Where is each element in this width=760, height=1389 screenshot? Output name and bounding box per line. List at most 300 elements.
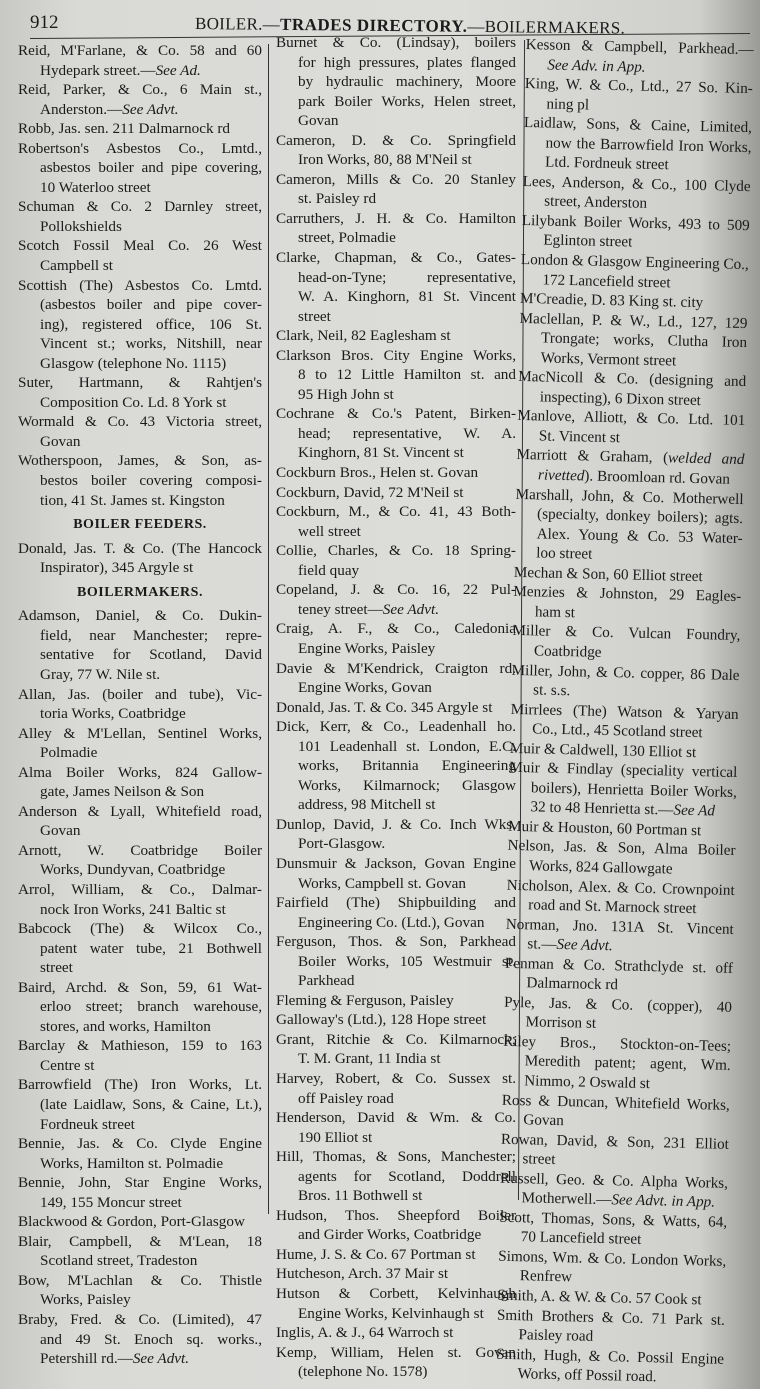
entry-first-line: Arnott, W. Coatbridge Boiler [18,841,262,859]
directory-entry [510,699,739,743]
entry-continuation-line: loo street [536,544,593,563]
entry-continuation-line: Works, 824 Gallowgate [528,857,673,878]
entry-continuation-line: nock Iron Works, 241 Baltic st [40,900,226,918]
directory-entry [18,978,262,1037]
entry-first-line: Cockburn Bros., Helen st. Govan [276,464,479,482]
entry-first-line: Cochrane & Co.'s Patent, Birken- [276,405,516,423]
entry-first-line: Suter, Hartmann, & Rahtjen's [18,374,262,392]
directory-entry [276,33,516,131]
entry-continuation-line: by hydraulic machinery, Moore [298,73,516,91]
directory-entry [495,1344,724,1388]
directory-entry [18,451,262,510]
entry-first-line: Mirrlees (The) Watson & Yaryan [510,700,739,723]
entry-continuation-line: T. M. Grant, 11 India st [298,1050,441,1068]
entry-first-line: Muir & Houston, 60 Portman st [507,817,702,840]
directory-entry [276,1206,516,1245]
entry-first-line: Fairfield (The) Shipbuilding and [276,894,516,912]
directory-entry [503,993,732,1037]
entry-continuation-line: ning pl [546,95,590,114]
entry-first-line: Mechan & Son, 60 Elliot street [513,563,703,585]
entry-continuation-line: Paisley road [518,1326,594,1345]
entry-first-line: Smith Brothers & Co. 71 Park st. [496,1306,726,1329]
entry-continuation-line: Trongate; works, Clutha Iron [540,329,748,352]
entry-continuation-line: inspecting), 6 Dixon street [539,388,702,409]
page-header [0,6,760,36]
entry-first-line: Miller, John, & Co. copper, 86 Dale [511,661,740,684]
directory-entry [512,621,741,665]
entry-first-line: Arrol, William, & Co., Dalmar- [18,880,262,898]
cross-reference: See Ad [673,801,716,820]
entry-continuation-line: Anderston.—See Advt. [40,100,179,118]
directory-column-2 [276,33,516,1382]
directory-entry [499,1208,728,1252]
entry-continuation-line: Boiler Works, 105 Westmuir st. [298,952,516,970]
directory-entry [507,836,736,880]
directory-entry [18,197,262,236]
entry-continuation-line: Dalmarnock rd [526,974,619,994]
directory-entry [276,326,516,346]
entry-continuation-line: 8 to 12 Little Hamilton st. and [298,366,516,384]
entry-continuation-line: (specialty, donkey boilers); agts. [536,505,744,528]
entry-first-line: Hutcheson, Arch. 37 Mair st [276,1265,449,1283]
entry-first-line: Dunlop, David, J. & Co. Inch Wks. [276,815,516,833]
entry-continuation-line: Composition Co. Ld. 8 York st [40,393,227,411]
entry-continuation-line: tion, 41 St. James st. Kingston [40,491,225,509]
entry-continuation-line: Meredith patent; agent, Wm. [524,1052,731,1075]
entry-continuation-line: street [298,307,331,325]
entry-first-line: MacNicoll & Co. (designing and [518,368,747,391]
entry-continuation-line: street [522,1150,556,1169]
entry-continuation-line: street, Anderston [544,192,648,213]
entry-continuation-line: st. s.s. [532,681,571,700]
entry-first-line: Simons, Wm. & Co. London Works, [498,1247,727,1270]
entry-first-line: Russell, Geo. & Co. Alpha Works, [499,1169,729,1192]
entry-first-line: Reid, M'Farlane, & Co. 58 and 60 [18,42,262,59]
directory-entry [523,113,752,177]
entry-first-line: Cameron, D. & Co. Springfield [276,131,516,149]
directory-entry [276,717,516,815]
entry-first-line: M'Creadie, D. 83 King st. city [519,290,704,312]
entry-continuation-line: Works, Vermont street [540,349,677,370]
entry-first-line: Muir & Findlay (speciality vertical [509,759,738,782]
directory-entry [18,724,262,763]
entry-first-line: Ferguson, Thos. & Son, Parkhead [276,933,516,951]
entry-first-line: Hudson, Thos. Sheepford Boiler [276,1206,516,1224]
directory-entry [276,346,516,405]
directory-entry [276,1010,516,1030]
entry-first-line: Babcock (The) & Wilcox Co., [18,920,262,938]
directory-entry [516,445,745,489]
directory-entry [505,914,734,958]
directory-entry [518,309,747,373]
directory-entry [276,1030,516,1069]
entry-first-line: Norman, Jno. 131A St. Vincent [505,915,734,938]
directory-entry [18,236,262,275]
entry-first-line: Bennie, John, Star Engine Works, [18,1174,262,1192]
entry-first-line: Kemp, William, Helen st. Govan [276,1343,516,1361]
entry-continuation-line: field, near Manchester; repre- [40,626,262,644]
entry-continuation-line: Works, Paisley [40,1291,131,1309]
cross-reference: See Advt. [122,100,179,118]
entry-first-line: Marriott & Graham, (welded and [516,446,745,469]
directory-entry [518,367,747,411]
directory-entry [276,1147,516,1206]
entry-continuation-line: stores, and works, Hamilton [40,1017,211,1035]
entry-continuation-line: 95 High John st [298,385,394,403]
entry-first-line: Nelson, Jas. & Son, Alma Boiler [507,837,736,860]
entry-first-line: Schuman & Co. 2 Darnley street, [18,198,262,216]
entry-first-line: Donald, Jas. T. & Co. (The Hancock [18,539,262,557]
entry-continuation-line: Eglinton street [543,231,633,251]
entry-continuation-line: st. Paisley rd [298,190,377,208]
section-heading: BOILER FEEDERS. [73,517,207,533]
directory-entry [18,606,262,684]
entry-continuation-line: Nimmo, 2 Oswald st [524,1072,651,1093]
entry-continuation-line: ham st [534,603,576,622]
entry-first-line: Laidlaw, Sons, & Caine, Limited, [523,114,753,137]
directory-entry [18,41,262,80]
entry-continuation-line: head-on-Tyne; representative, [298,268,516,286]
entry-continuation-line: well street [298,522,361,540]
directory-entry [501,1090,730,1134]
directory-entry [522,172,751,216]
entry-continuation-line: 32 to 48 Henrietta st.—See Ad [530,798,716,820]
entry-first-line: Scotch Fossil Meal Co. 26 West [18,237,262,255]
entry-first-line: Dunsmuir & Jackson, Govan Engine [276,854,516,872]
entry-continuation-line: Port-Glasgow. [298,835,386,853]
entry-continuation-line: road and St. Marnock street [528,896,697,918]
entry-continuation-line: Hydepark street.—See Ad. [40,61,201,79]
entry-continuation-line: street [40,959,73,977]
directory-entry [276,483,516,503]
entry-first-line: Nicholson, Alex. & Co. Crownpoint [506,876,735,899]
directory-entry [276,131,516,170]
entry-continuation-line: head; representative, W. A. [298,424,516,442]
entry-continuation-line: 101 Leadenhall st. London, E.C. [298,737,516,755]
directory-entry [276,248,516,326]
entry-first-line: Barrowfield (The) Iron Works, Lt. [18,1076,262,1094]
entry-continuation-line: Glasgow (telephone No. 1115) [40,354,227,372]
entry-first-line: Clarkson Bros. City Engine Works, [276,346,516,364]
directory-entry [276,815,516,854]
entry-first-line: Pyle, Jas. & Co. (copper), 40 [503,993,733,1016]
entry-first-line: Lees, Anderson, & Co., 100 Clyde [522,172,751,195]
directory-entry [499,1168,728,1212]
entry-continuation-line: asbestos boiler and pipe covering, [40,159,262,177]
entry-first-line: Bow, M'Lachlan & Co. Thistle [18,1271,262,1289]
cross-reference: See Ad. [155,61,201,79]
directory-entry [276,1245,516,1265]
directory-column-1 [18,41,262,1369]
directory-entry [276,619,516,658]
directory-entry [276,698,516,718]
entry-first-line: Riley Bros., Stockton-on-Tees; [502,1032,732,1055]
entry-first-line: Collie, Charles, & Co. 18 Spring- [276,542,516,560]
entry-first-line: Blair, Campbell, & M'Lean, 18 [18,1232,262,1250]
entry-continuation-line: patent water tube, 21 Bothwell [40,939,262,957]
entry-continuation-line: Works, Hamilton st. Polmadie [40,1154,224,1172]
entry-continuation-line: rivetted). Broomloan rd. Govan [537,466,731,488]
running-title-center: TRADES DIRECTORY. [279,14,468,36]
entry-continuation-line: (late Laidlaw, Sons, & Caine, Lt.), [40,1095,262,1113]
entry-continuation-line: now the Barrowfield Iron Works, [545,134,752,156]
directory-entry [18,685,262,724]
directory-entry [276,404,516,463]
entry-first-line: Bennie, Jas. & Co. Clyde Engine [18,1135,262,1153]
directory-entry [18,1173,262,1212]
directory-entry [514,484,744,567]
directory-entry [508,758,737,822]
entry-continuation-line: and Girder Works, Coatbridge [298,1226,482,1244]
entry-continuation-line: Scotland street, Tradeston [40,1252,198,1270]
directory-entry [18,119,262,139]
directory-entry [276,209,516,248]
entry-first-line: Carruthers, J. H. & Co. Hamilton [276,209,516,227]
entry-continuation-line: Iron Works, 80, 88 M'Neil st [298,151,472,169]
entry-continuation-line: off Paisley road [298,1089,394,1107]
directory-entry [276,541,516,580]
directory-entry [18,880,262,919]
entry-first-line: Blackwood & Gordon, Port-Glasgow [18,1213,245,1231]
directory-entry [496,1305,725,1349]
entry-continuation-line: 70 Lancefield street [520,1228,642,1249]
entry-continuation-line: st.—See Advt. [527,935,613,955]
entry-continuation-line: Parkhead [298,972,355,990]
directory-entry [18,139,262,198]
entry-first-line: Ross & Duncan, Whitefield Works, [501,1091,730,1114]
directory-entry [18,80,262,119]
entry-first-line: Hill, Thomas, & Sons, Manchester; [276,1148,516,1166]
entry-first-line: Dick, Kerr, & Co., Leadenhall ho. [276,718,516,736]
entry-continuation-line: Renfrew [519,1267,573,1286]
entry-continuation-line: Morrison st [525,1013,597,1033]
cross-reference: See Advt. [132,1350,190,1368]
entry-first-line: Smith, A. & W. & Co. 57 Cook st [497,1286,702,1309]
entry-first-line: Adamson, Daniel, & Co. Dukin- [18,607,262,625]
entry-continuation-line: and 49 St. Enoch sq. works., [40,1330,262,1348]
directory-entry [18,919,262,978]
entry-continuation-line: Bros. 11 Bothwell st [298,1187,423,1205]
entry-first-line: Barclay & Mathieson, 159 to 163 [18,1037,262,1055]
directory-entry [276,1069,516,1108]
entry-first-line: Clarke, Chapman, & Co., Gates- [276,249,516,267]
directory-entry [511,660,740,704]
directory-entry [276,170,516,209]
directory-entry [18,539,262,578]
entry-continuation-line: sentative for Scotland, David [40,646,262,664]
entry-continuation-line: gate, James Neilson & Son [40,783,205,801]
directory-entry [525,35,754,79]
cross-reference: See Advt. [556,936,613,955]
directory-entry [276,1343,516,1382]
entry-first-line: Smith, Hugh, & Co. Possil Engine [495,1345,725,1368]
section-heading: BOILERMAKERS. [77,584,203,600]
entry-continuation-line: Polmadie [40,744,98,762]
entry-first-line: Robertson's Asbestos Co., Lmtd., [18,139,262,157]
entry-first-line: Rowan, David, & Son, 231 Elliot [500,1130,730,1153]
directory-entry [18,276,262,374]
entry-continuation-line: (telephone No. 1578) [298,1363,428,1381]
entry-first-line: Alma Boiler Works, 824 Gallow- [18,763,262,781]
entry-continuation-line: Co., Ltd., 45 Scotland street [532,720,703,742]
directory-entry [276,463,516,483]
entry-first-line: Inglis, A. & J., 64 Warroch st [276,1324,454,1342]
entry-first-line: Allan, Jas. (boiler and tube), Vic- [18,685,262,703]
entry-first-line: Fleming & Ferguson, Paisley [276,991,454,1009]
entry-continuation-line: Govan [523,1111,565,1130]
entry-continuation-line: Fordneuk street [40,1115,135,1133]
directory-entry [276,1284,516,1323]
entry-first-line: Wotherspoon, James, & Son, as- [18,452,262,470]
entry-continuation-line: Govan [40,822,81,840]
entry-continuation-line: street, Polmadie [298,229,396,247]
directory-entry [18,1075,262,1134]
entry-first-line: Grant, Ritchie & Co. Kilmarnock; [276,1030,516,1048]
directory-entry [18,1134,262,1173]
entry-continuation-line: Ltd. Fordneuk street [544,153,669,174]
entry-first-line: Burnet & Co. (Lindsay), boilers [276,34,516,51]
entry-first-line: King, W. & Co., Ltd., 27 So. Kin- [524,75,754,98]
entry-first-line: Scottish (The) Asbestos Co. Lmtd. [18,276,262,294]
entry-first-line: Scott, Thomas, Sons, & Watts, 64, [498,1208,728,1231]
page-number: 912 [30,12,59,33]
entry-continuation-line: Engine Works, Paisley [298,639,436,657]
directory-entry [276,580,516,619]
entry-first-line: Harvey, Robert, & Co. Sussex st. [276,1069,516,1087]
entry-first-line: London & Glasgow Engineering Co., [520,250,750,274]
directory-entry [498,1247,727,1291]
entry-continuation-line: toria Works, Coatbridge [40,705,186,723]
entry-continuation-line: Kinghorn, 81 St. Vincent st [298,444,464,462]
entry-continuation-line: Govan [298,112,339,130]
directory-entry [18,1271,262,1310]
entry-first-line: Menzies & Johnston, 29 Eagles- [513,583,742,606]
directory-entry [276,1108,516,1147]
directory-entry [517,406,746,450]
directory-entry [18,841,262,880]
entry-first-line: Davie & M'Kendrick, Craigton rd. [276,659,516,677]
entry-continuation-line: works, Britannia Engineering [298,757,516,775]
entry-first-line: Marshall, John, & Co. Motherwell [515,485,744,508]
entry-continuation-line: for high pressures, plates flanged [298,53,516,71]
entry-first-line: Hume, J. S. & Co. 67 Portman st [276,1245,476,1263]
column-divider [268,44,269,1214]
entry-continuation-line: address, 98 Mitchell st [298,796,436,814]
running-title-left: BOILER.— [194,14,281,34]
entry-first-line: Donald, Jas. T. & Co. 345 Argyle st [276,698,493,716]
directory-entry [18,1036,262,1075]
directory-entry [276,659,516,698]
entry-continuation-line: ing), registered office, 106 St. [40,315,262,333]
directory-entry [506,875,735,919]
cross-reference: rivetted [537,466,585,485]
entry-continuation-line: Petershill rd.—See Advt. [40,1350,190,1368]
entry-first-line: Penman & Co. Strathclyde st. off [504,954,734,977]
directory-entry [18,1310,262,1369]
entry-first-line: Cameron, Mills & Co. 20 Stanley [276,170,516,188]
cross-reference: See Advt. [382,600,439,618]
entry-first-line: Baird, Archd. & Son, 59, 61 Wat- [18,978,262,996]
entry-first-line: Anderson & Lyall, Whitefield road, [18,802,262,820]
directory-entry [18,412,262,451]
directory-entry [276,893,516,932]
entry-first-line: Wormald & Co. 43 Victoria street, [18,413,262,431]
entry-first-line: Lilybank Boiler Works, 493 to 509 [521,211,750,235]
cross-reference: See Advt. in App. [611,1191,716,1211]
entry-first-line: Henderson, David & Wm. & Co. [276,1109,516,1127]
entry-first-line: Hutson & Corbett, Kelvinhaugh [276,1285,516,1302]
entry-continuation-line: Works, Kilmarnock; Glasgow [298,776,516,794]
running-title-right: —BOILERMAKERS. [467,16,626,38]
entry-first-line: Galloway's (Ltd.), 128 Hope street [276,1011,487,1029]
directory-entry [502,1032,731,1096]
entry-continuation-line: Engine Works, Kelvinhaugh st [298,1304,484,1322]
entry-continuation-line: field quay [298,561,360,579]
directory-entry [520,250,749,294]
entry-first-line: Alley & M'Lellan, Sentinel Works, [18,724,262,742]
entry-continuation-line: Campbell st [40,257,113,275]
directory-entry [18,763,262,802]
directory-entry [500,1129,729,1173]
entry-first-line: Clark, Neil, 82 Eaglesham st [276,327,451,345]
entry-first-line: Manlove, Alliott, & Co. Ltd. 101 [517,407,746,430]
directory-entry [276,502,516,541]
directory-entry [18,373,262,412]
directory-entry [276,1264,516,1284]
entry-continuation-line: Govan [40,432,81,450]
entry-continuation-line: 190 Elliot st [298,1128,373,1146]
directory-entry [18,802,262,841]
entry-continuation-line: Vincent st.; works, Nitshill, near [40,335,262,353]
entry-first-line: Cockburn, M., & Co. 41, 43 Both- [276,503,516,521]
entry-continuation-line: Centre st [40,1056,95,1074]
entry-continuation-line: 172 Lancefield street [542,271,671,291]
directory-entry [504,953,733,997]
entry-first-line: Miller & Co. Vulcan Foundry, [512,622,741,645]
directory-entry [513,582,742,626]
entry-first-line: Cockburn, David, 72 M'Neil st [276,483,464,501]
entry-continuation-line: 10 Waterloo street [40,178,151,196]
entry-first-line: Maclellan, P. & W., Ld., 127, 129 [519,309,748,332]
entry-continuation-line: agents for Scotland, Doddrell [298,1167,516,1185]
entry-first-line: Robb, Jas. sen. 211 Dalmarnock rd [18,120,231,138]
cross-reference: See Adv. in App. [547,56,646,76]
directory-entry [276,932,516,991]
entry-continuation-line: Motherwell.—See Advt. in App. [521,1189,716,1211]
entry-continuation-line: Engineering Co. (Ltd.), Govan [298,913,485,931]
entry-continuation-line: Works, Campbell st. Govan [298,874,466,892]
entry-first-line: Reid, Parker, & Co., 6 Main st., [18,81,262,99]
entry-continuation-line: Works, off Possil road. [517,1365,657,1386]
directory-entry [18,1212,262,1232]
entry-first-line: Muir & Caldwell, 130 Elliot st [509,739,697,761]
entry-continuation-line: boilers), Henrietta Boiler Works, [530,779,738,801]
entry-continuation-line: teney street—See Advt. [298,600,439,618]
entry-continuation-line: park Boiler Works, Helen street, [298,92,516,110]
entry-continuation-line: St. Vincent st [538,427,621,447]
entry-first-line: Braby, Fred. & Co. (Limited), 47 [18,1311,262,1328]
entry-continuation-line: Alex. Young & Co. 53 Water- [536,525,743,547]
entry-first-line: Craig, A. F., & Co., Caledonia [276,620,516,638]
cross-reference: welded and [667,449,745,469]
entry-continuation-line: W. A. Kinghorn, 81 St. Vincent [298,288,516,306]
directory-entry [276,991,516,1011]
entry-continuation-line: Pollokshields [40,217,122,235]
entry-continuation-line: Coatbridge [533,642,602,661]
entry-continuation-line: 149, 155 Moncur street [40,1193,182,1211]
directory-entry [524,74,753,118]
entry-continuation-line: Inspirator), 345 Argyle st [40,559,194,577]
